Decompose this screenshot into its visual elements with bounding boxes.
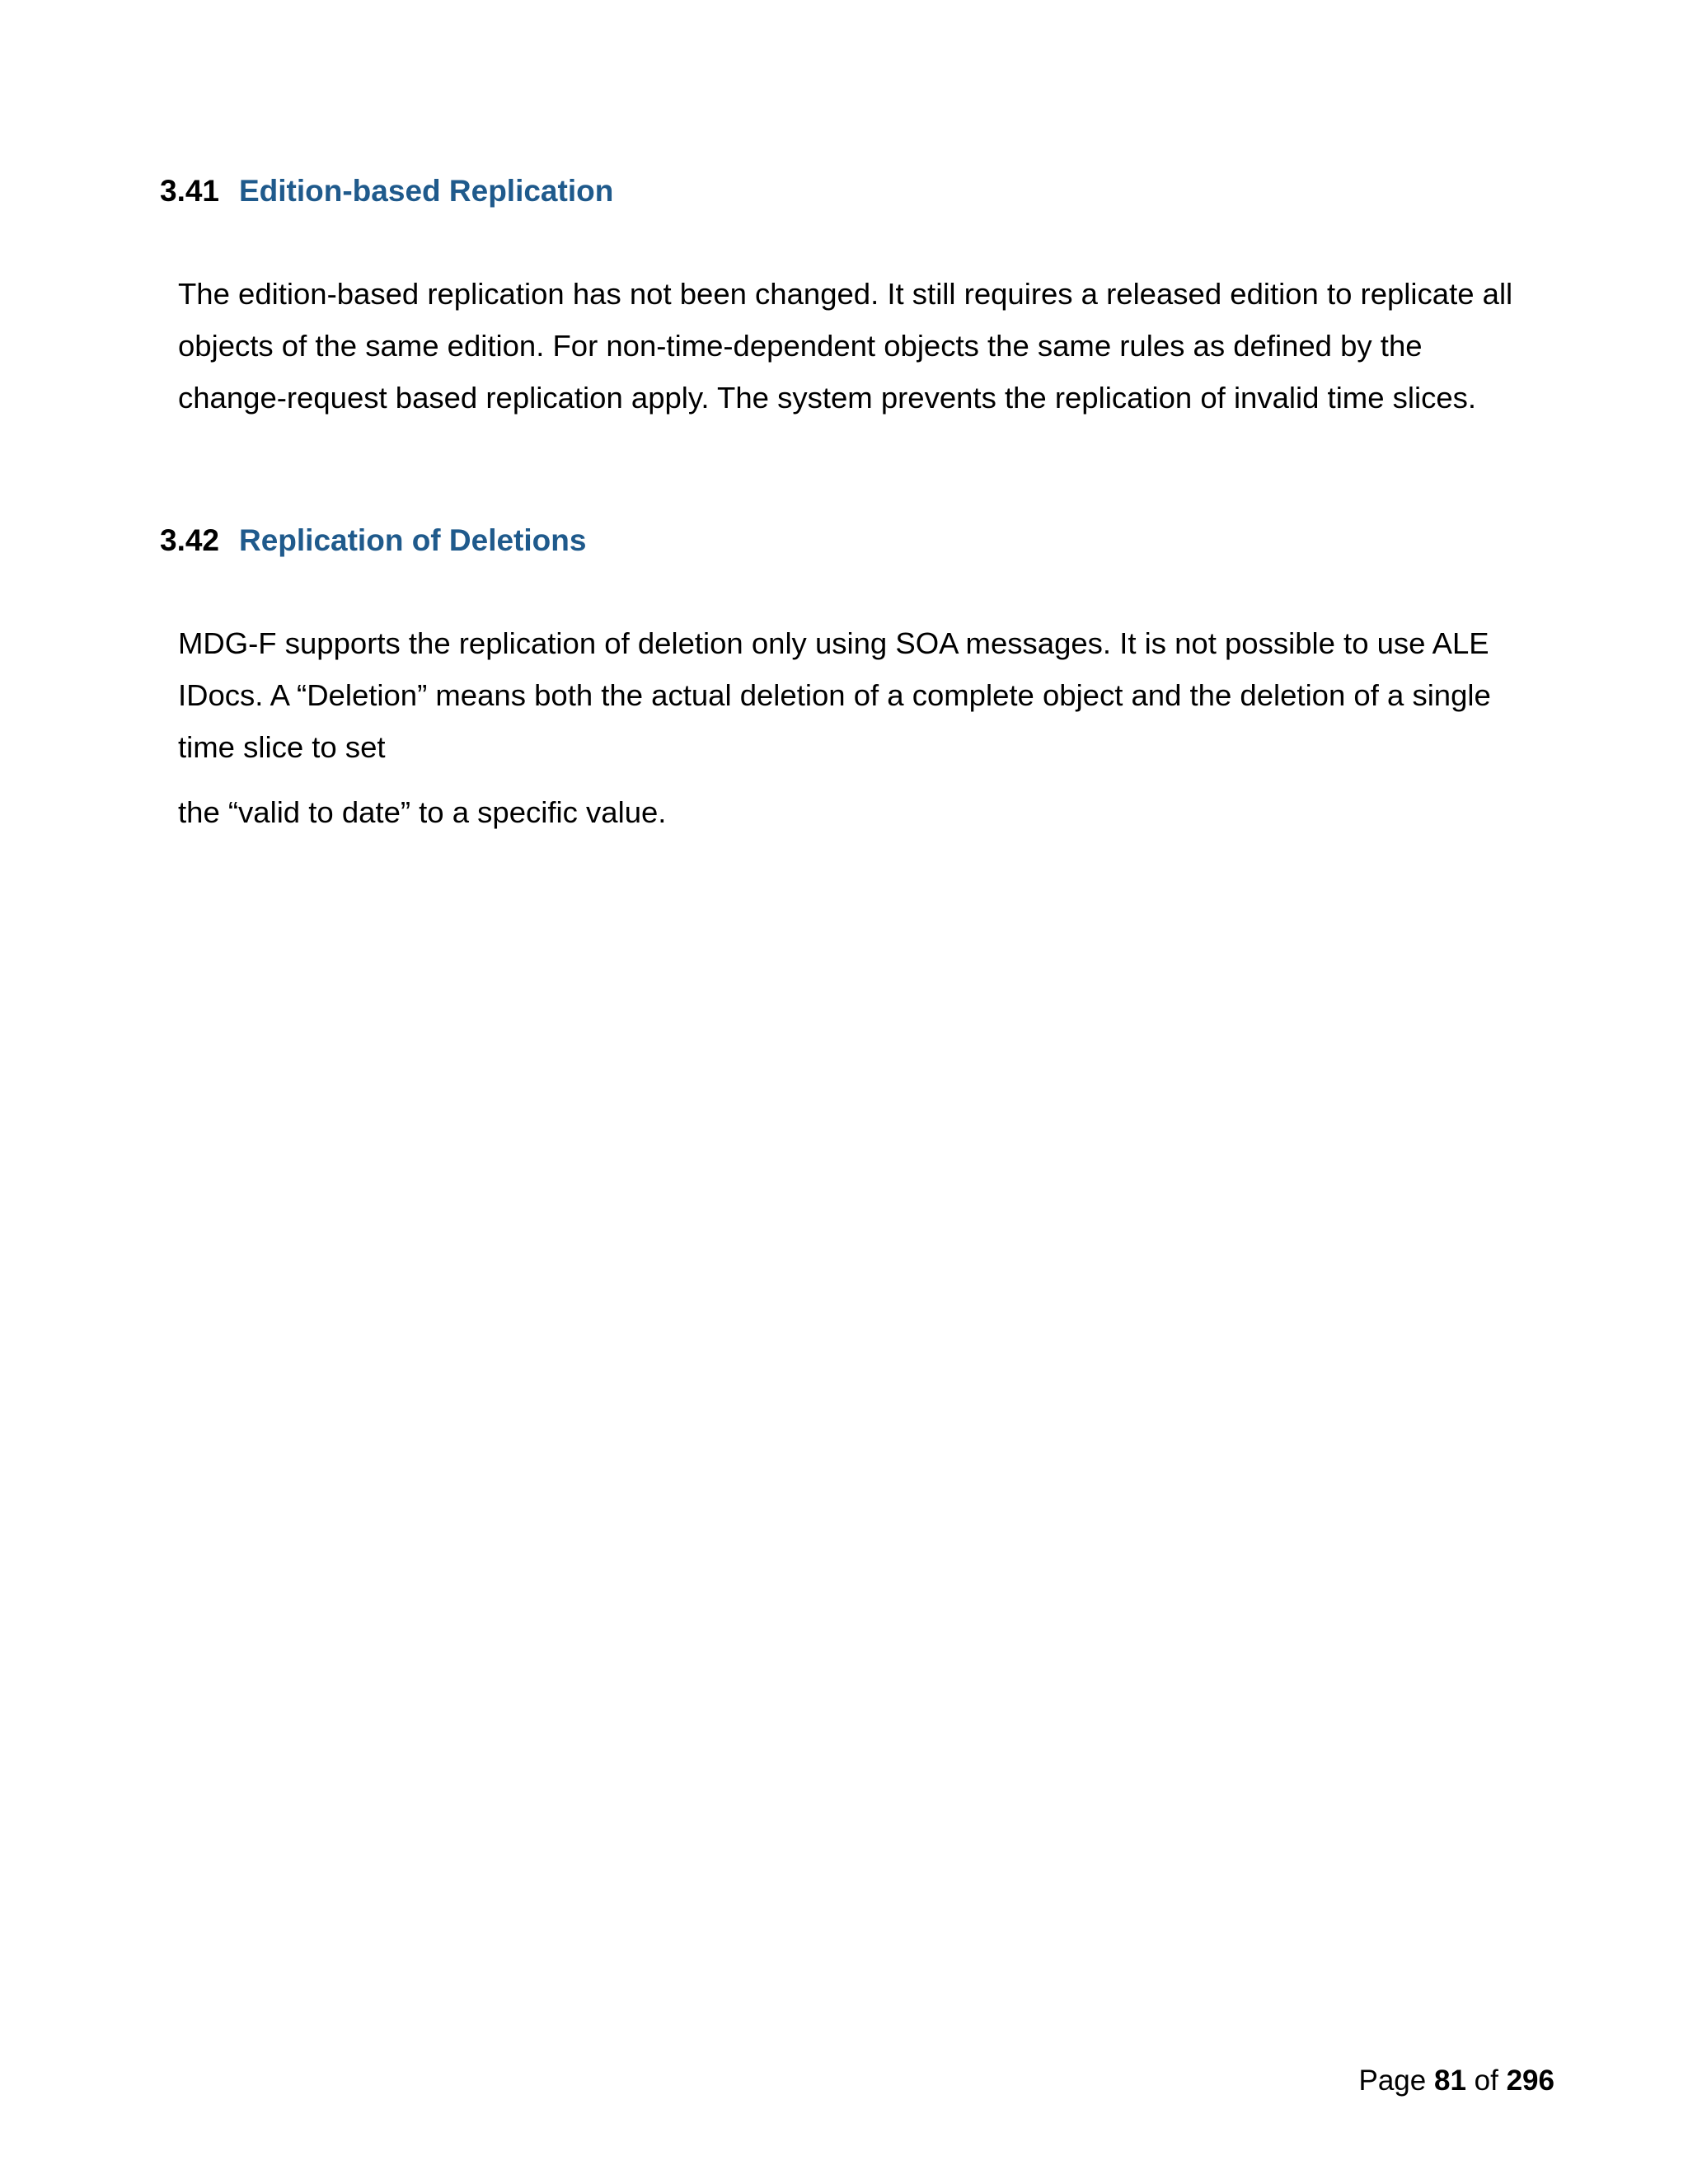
paragraph-edition-based-replication: The edition-based replication has not been changed. It still requires a released edition to replicate all objects of the same edition. For non-time-dependent objects the same rules as defined by the change-request based replication apply. The system prevents the replication of invalid time slices. [178, 277, 1513, 415]
of-word: of [1474, 2064, 1498, 2097]
section-title: Replication of Deletions [239, 523, 587, 557]
page-footer [1359, 2064, 1555, 2097]
paragraph-replication-of-deletions: MDG-F supports the replication of deletion only using SOA messages. It is not possible to use ALE IDocs. A “Deletion” means both the actual deletion of a complete object and the deletion of a single time slice to set [178, 626, 1491, 764]
section-number: 3.41 [160, 174, 220, 208]
section-number: 3.42 [160, 523, 220, 557]
section-title: Edition-based Replication [239, 174, 614, 208]
section-heading-3-42 [160, 525, 586, 555]
page-number: 81 [1433, 2064, 1466, 2097]
page-total: 296 [1506, 2064, 1554, 2097]
paragraph-valid-to-date: the “valid to date” to a specific value. [178, 795, 667, 829]
section-heading-3-41 [160, 176, 613, 206]
page-word: Page [1358, 2064, 1427, 2097]
